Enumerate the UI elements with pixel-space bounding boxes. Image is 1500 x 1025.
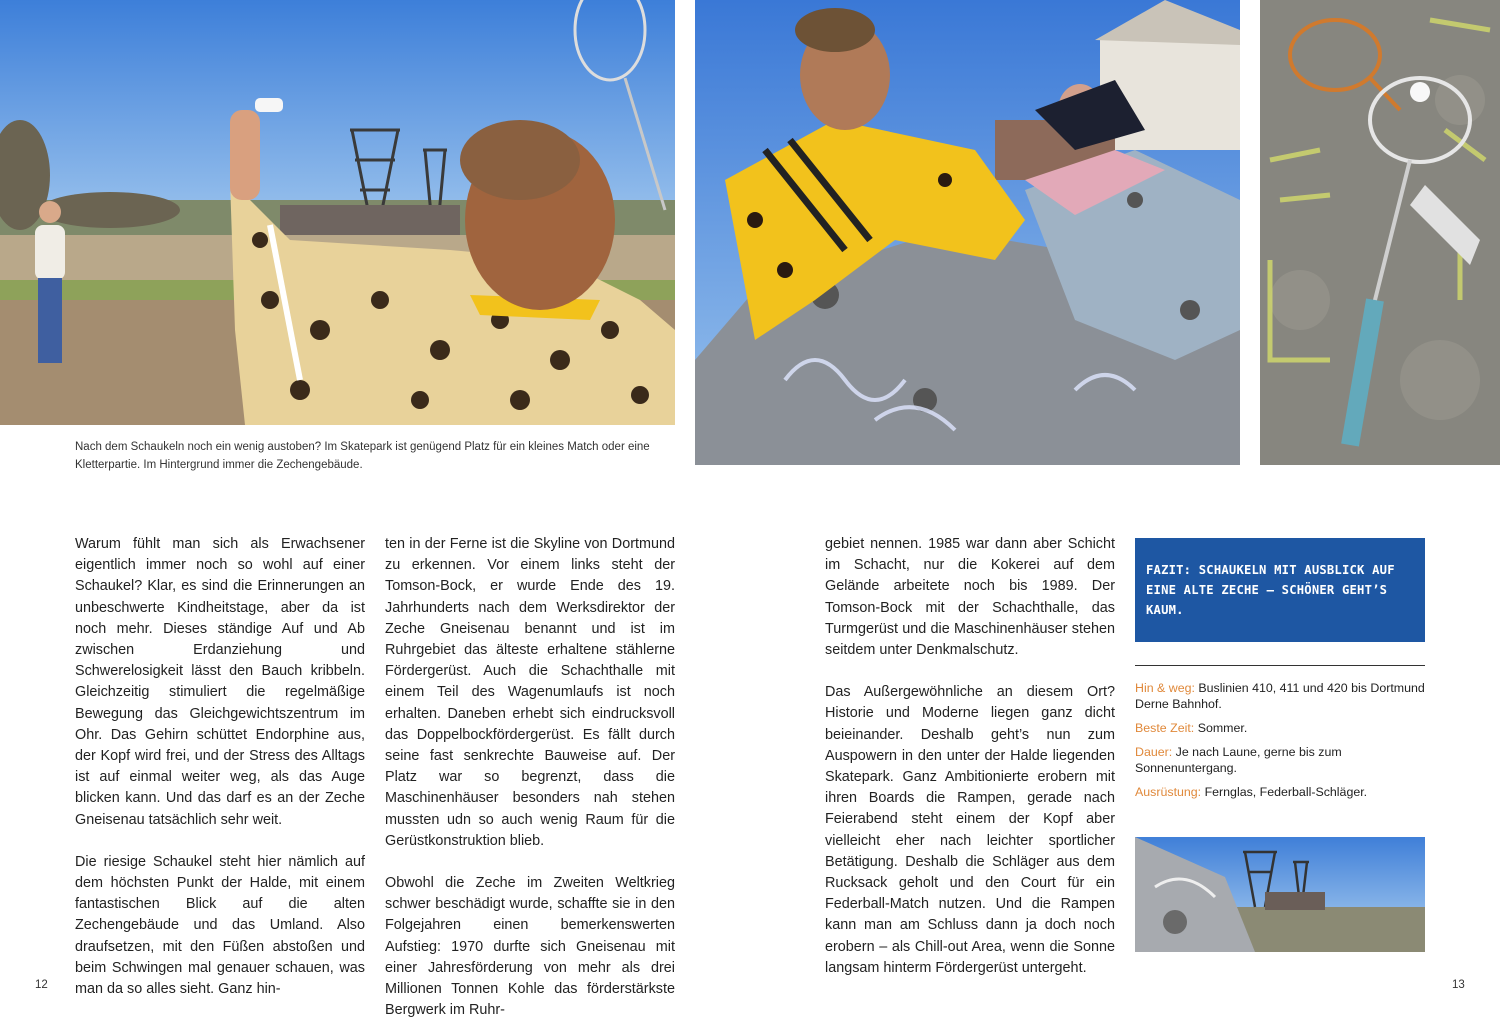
- text-column-1: [75, 534, 365, 1000]
- info-label: Hin & weg:: [1135, 681, 1195, 695]
- text-column-2: [385, 534, 675, 1021]
- paragraph: Obwohl die Zeche im Zweiten Weltkrieg schwer beschädigt wurde, schaffte sie in den Folgejahren einen bemerkenswerten Aufstieg: 1970 durfte sich Gneisenau mit einer Jahresförderung von mehr als drei Millionen Tonnen Kohle das förderstärkste Bergwerk im Ruhr-: [385, 875, 675, 1019]
- paragraph: gebiet nennen. 1985 war dann aber Schicht im Schacht, nur die Kokerei auf dem Gelände arbeitete noch bis 1989. Der Tomson-Bock mit der Schachthalle, das Turmgerüst und die Maschinenhäuser stehen seitdem unter Denkmalschutz.: [825, 536, 1115, 659]
- info-row-dauer: [1135, 744, 1425, 776]
- paragraph: Warum fühlt man sich als Erwachsener eigentlich immer noch so wohl auf einer Schaukel? Klar, es sind die Erinnerungen an unbeschwerte Kindheitstage, aber da ist noch mehr. Dieses ständige Auf und Ab zwischen Erdanziehung und Schwerelosigkeit lässt den Bauch kribbeln. Gleichzeitig stimuliert die regelmäßige Bewegung das Gleichgewichtszentrum im Ohr. Das Gehirn schüttet Endorphine aus, der Kopf wird frei, und der Stress des Alltags ist auf einmal weiter weg, als das Auge blicken kann. Und das darf es an der Zeche Gneisenau tatsächlich sehr weit.: [75, 536, 365, 828]
- page-number-right: 13: [1452, 979, 1465, 991]
- divider: [1135, 665, 1425, 666]
- info-box: [1135, 680, 1425, 808]
- info-text: Je nach Laune, gerne bis zum Sonnenuntergang.: [1135, 745, 1342, 775]
- info-label: Ausrüstung:: [1135, 785, 1202, 799]
- photo-headframe-climbing: [1135, 837, 1425, 952]
- info-label: Dauer:: [1135, 745, 1173, 759]
- info-row-ausruestung: [1135, 784, 1425, 800]
- info-row-hinweg: [1135, 680, 1425, 712]
- page-number-left: 12: [35, 979, 48, 991]
- info-text: Buslinien 410, 411 und 420 bis Dortmund Derne Bahnhof.: [1135, 681, 1425, 711]
- text-column-3: [825, 534, 1115, 979]
- photo-climbing-wall-man: [695, 0, 1240, 465]
- photo-skatepark-badminton: [0, 0, 675, 425]
- paragraph: Das Außergewöhnliche an diesem Ort? Historie und Moderne liegen ganz dicht beieinander. Deshalb geht’s nun zum Auspowern in den unter der Halde liegenden Skatepark. Ganz Ambitionierte erobern mit ihren Boards die Rampen, gerade nach Feierabend steht einem der Kopf aber vielleicht eher nach leichter sportlicher Betätigung. Deshalb die Schläger aus dem Rucksack geholt und den Court für ein Federball-Match nutzen. Und die Rampen kann man am Schluss dann ja doch noch erobern – als Chill-out Area, wenn die Sonne langsam hinterm Fördergerüst untergeht.: [825, 684, 1115, 976]
- info-label: Beste Zeit:: [1135, 721, 1195, 735]
- photo-caption: Nach dem Schaukeln noch ein wenig austoben? Im Skatepark ist genügend Platz für ein kleines Match oder eine Kletterpartie. Im Hintergrund immer die Zechengebäude.: [75, 441, 650, 471]
- info-row-zeit: [1135, 720, 1425, 736]
- paragraph: ten in der Ferne ist die Skyline von Dortmund zu erkennen. Vor einem links steht der Tomson-Bock, er wurde Ende des 19. Jahrhunderts nach dem Werksdirektor der Zeche Gneisenau benannt und ist im Ruhrgebiet das älteste erhaltene stählerne Fördergerüst. Auch die Schachthalle mit einem Teil des Wagenumlaufs ist noch erhalten. Daneben erhebt sich eindrucksvoll das Doppelbockfördergerüst. Es fällt durch seine fast senkrechte Bauweise auf. Der Platz war so begrenzt, dass die Maschinenhäuser besonders nah stehen mussten udn so auch wenig Raum für die Gerüstkonstruktion blieb.: [385, 536, 675, 849]
- photo-badminton-rackets: [1260, 0, 1500, 465]
- info-text: Sommer.: [1197, 721, 1248, 735]
- fazit-box: FAZIT: SCHAUKELN MIT AUSBLICK AUF EINE ALTE ZECHE – SCHÖNER GEHT’S KAUM.: [1135, 538, 1425, 642]
- info-text: Fernglas, Federball-Schläger.: [1204, 785, 1368, 799]
- paragraph: Die riesige Schaukel steht hier nämlich auf dem höchsten Punkt der Halde, mit einem fantastischen Blick auf die alten Zechengebäude und das Umland. Also draufsetzen, mit den Füßen abstoßen und beim Schwingen mal genauer schauen, was man da so alles sieht. Ganz hin-: [75, 853, 365, 998]
